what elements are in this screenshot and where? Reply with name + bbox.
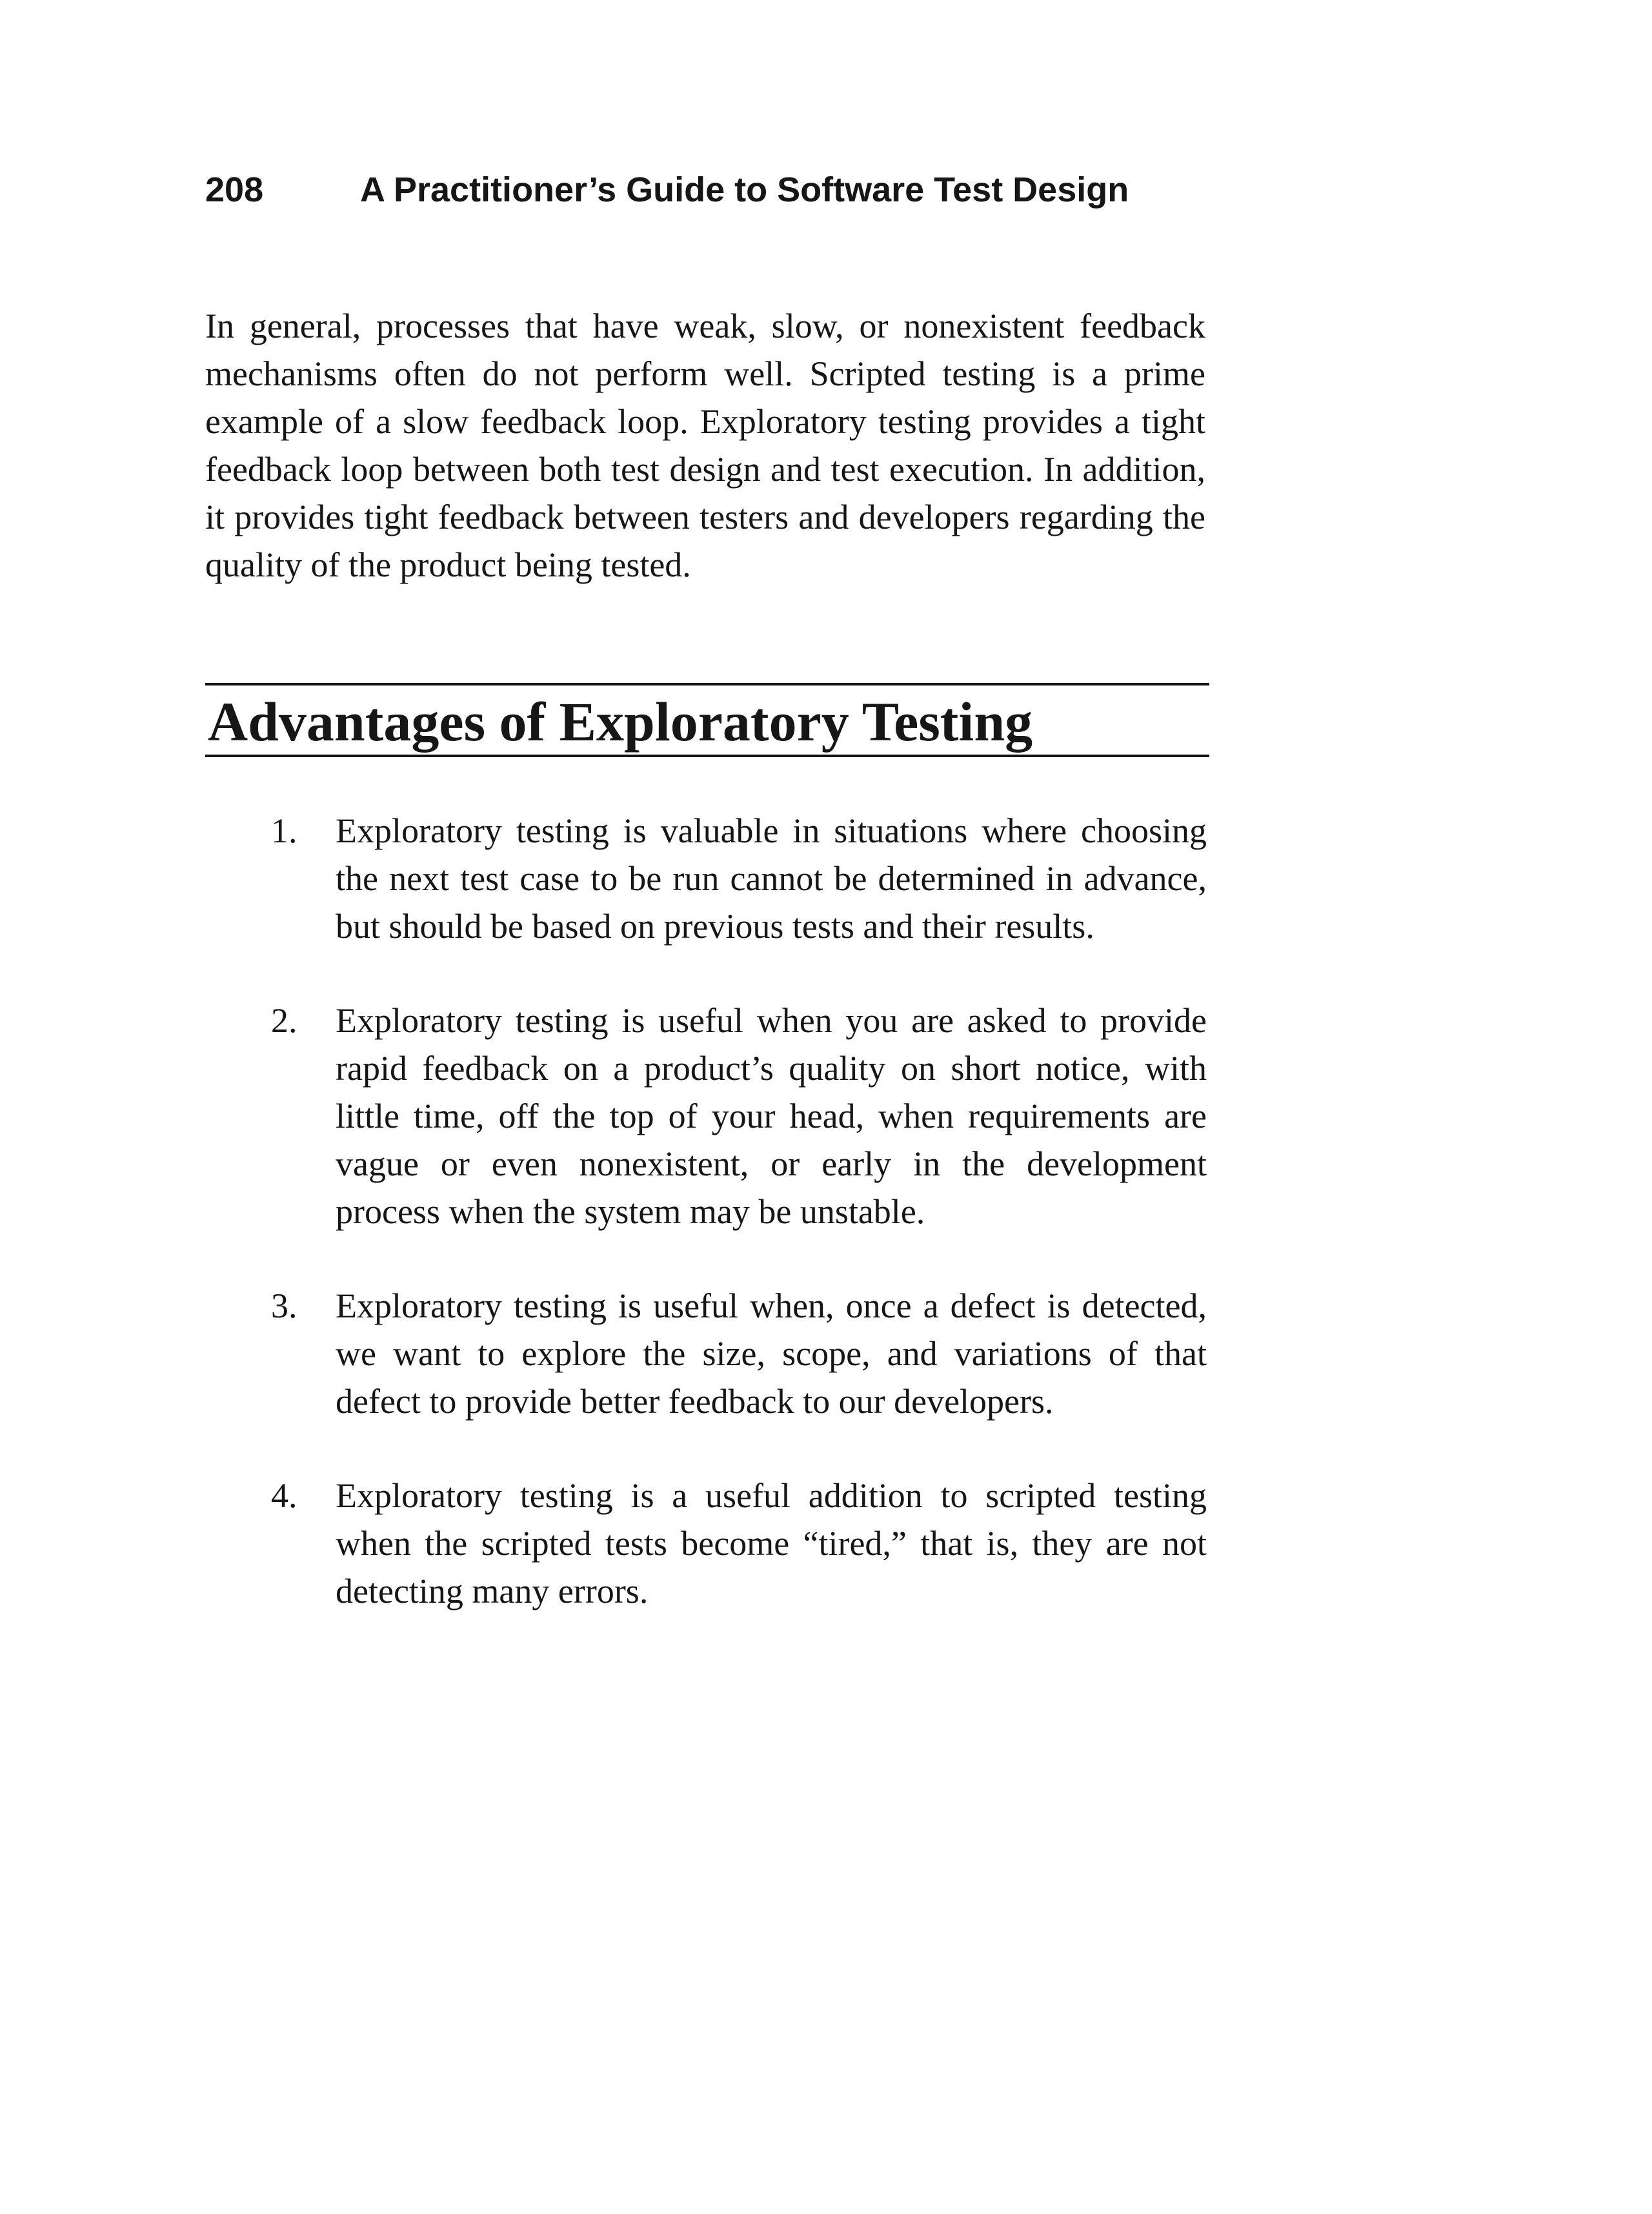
list-item-number: 2. [271, 1001, 297, 1040]
list-item-text: Exploratory testing is useful when you are asked to provide rapid feedback on a product’s quality on short notice, with little time, off the top of your head, when requirements are vague or even nonexistent, or early in the development process when the system may be unstable. [336, 1001, 1207, 1231]
list-item-text: Exploratory testing is useful when, once a defect is detected, we want to explore the size, scope, and variations of that defect to provide better feedback to our developers. [336, 1286, 1207, 1421]
section-rule-top [205, 683, 1209, 686]
running-title: A Practitioner’s Guide to Software Test Design [360, 170, 1129, 209]
list-item [271, 997, 1207, 1235]
list-item [271, 1472, 1207, 1615]
list-item-number: 1. [271, 811, 297, 850]
advantages-list [271, 807, 1207, 1661]
running-header [205, 167, 1129, 213]
list-item [271, 807, 1207, 950]
list-item-text: Exploratory testing is valuable in situations where choosing the next test case to be run cannot be determined in advance, but should be based on previous tests and their results. [336, 811, 1207, 946]
list-item-text: Exploratory testing is a useful addition to scripted testing when the scripted tests become “tired,” that is, they are not detecting many errors. [336, 1476, 1207, 1610]
section-rule-bottom [205, 755, 1209, 757]
page-number: 208 [205, 170, 264, 209]
list-item-number: 3. [271, 1286, 297, 1325]
list-item-number: 4. [271, 1476, 297, 1515]
intro-paragraph: In general, processes that have weak, slow, or nonexistent feedback mechanisms often do not perform well. Scripted testing is a prime example of a slow feedback loop. Exploratory testing provides a tight feedback loop between both test design and test execution. In addition, it provides tight feedback between testers and developers regarding the quality of the product being tested. [205, 307, 1205, 584]
list-item [271, 1282, 1207, 1425]
section-title: Advantages of Exploratory Testing [208, 691, 1033, 753]
